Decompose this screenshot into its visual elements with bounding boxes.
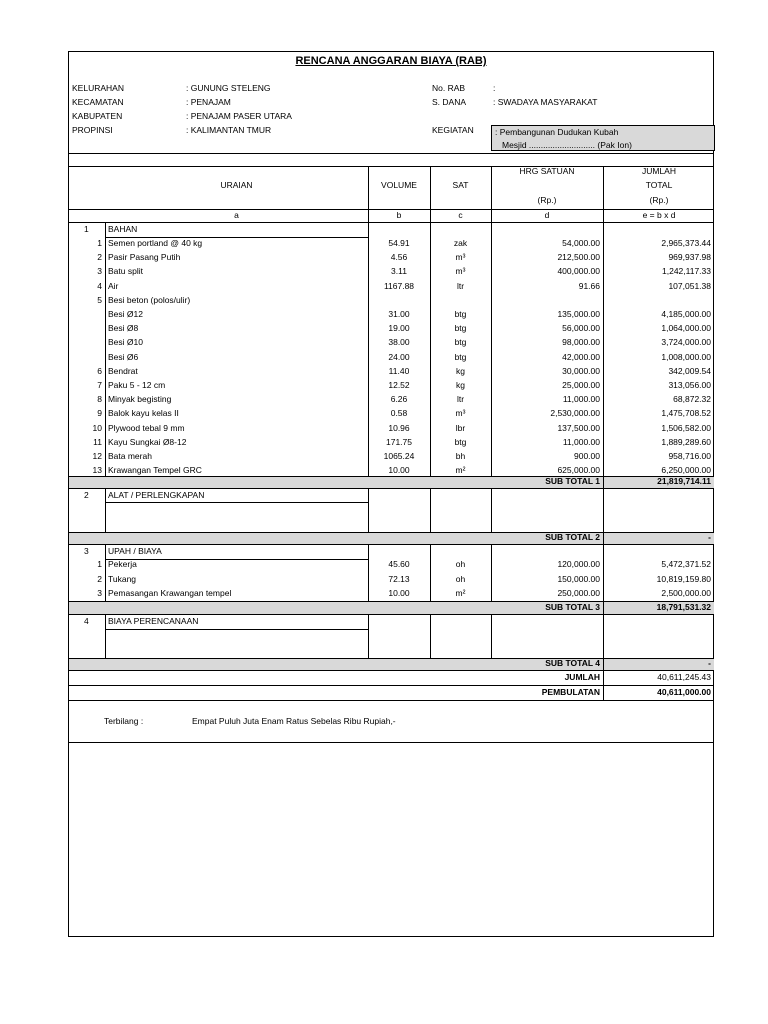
kegiatan-line-1: : Pembangunan Dudukan Kubah <box>495 127 619 137</box>
row-unit: btg <box>454 337 467 348</box>
row-unit: btg <box>454 351 467 362</box>
subtotal2-label: SUB TOTAL 2 <box>545 532 600 542</box>
row-total: 3,724,000.00 <box>661 337 711 348</box>
row-unit: oh <box>455 559 466 569</box>
rule <box>69 222 714 223</box>
row-unit-price: 900.00 <box>574 451 600 461</box>
row-volume: 38.00 <box>388 337 410 348</box>
row-unit: zak <box>453 238 468 248</box>
kegiatan-label: KEGIATAN <box>432 125 474 135</box>
row-volume: 6.26 <box>390 394 408 405</box>
row-number: 2 <box>97 573 102 584</box>
row-number: 5 <box>97 294 102 305</box>
row-unit: m³ <box>455 252 466 263</box>
row-total: 1,008,000.00 <box>661 351 711 362</box>
row-unit: m³ <box>455 266 466 277</box>
col-rule <box>491 614 492 658</box>
col-rule <box>491 488 492 532</box>
kelurahan-label: KELURAHAN <box>72 83 124 93</box>
rule <box>69 614 714 615</box>
row-unit: btg <box>454 436 467 447</box>
kegiatan-line-2: Mesjid ............................ (Pak Ion) <box>502 140 632 150</box>
row-unit-price: 11,000.00 <box>562 436 600 447</box>
row-description: Besi Ø6 <box>108 351 139 362</box>
section-upah-title: UPAH / BIAYA <box>108 546 162 556</box>
sdana-value: : SWADAYA MASYARAKAT <box>493 97 598 107</box>
col-letter-c: c <box>458 210 463 220</box>
row-volume: 19.00 <box>388 323 410 334</box>
col-rule <box>105 222 106 476</box>
col-rule <box>368 488 369 532</box>
col-rule <box>368 614 369 658</box>
subtotal1-value: 21,819,714.11 <box>657 476 711 486</box>
sdana-label: S. DANA <box>432 97 467 107</box>
kabupaten-label: KABUPATEN <box>72 111 123 121</box>
subtotal3-value: 18,791,531.32 <box>656 602 711 612</box>
section-biaya-title: BIAYA PERENCANAAN <box>108 616 199 626</box>
subtotal4-value: - <box>708 658 711 668</box>
row-unit-price: 137,500.00 <box>557 422 600 433</box>
row-unit: kg <box>456 380 465 390</box>
section-number: 2 <box>84 490 89 500</box>
row-total: 107,051.38 <box>668 280 711 291</box>
kelurahan-value: : GUNUNG STELENG <box>186 83 271 93</box>
rule <box>69 488 714 489</box>
subtotal3-label: SUB TOTAL 3 <box>545 602 600 612</box>
rule <box>105 559 368 560</box>
row-unit-price: 150,000.00 <box>557 573 600 584</box>
row-description: Air <box>108 280 119 291</box>
row-total: 10,819,159.80 <box>656 573 711 584</box>
section-bahan-title: BAHAN <box>108 224 138 234</box>
col-rule <box>105 488 106 532</box>
section-number: 3 <box>84 546 89 556</box>
row-description: Batu split <box>108 266 143 277</box>
row-unit: lbr <box>455 422 466 433</box>
rule <box>69 670 714 671</box>
row-number: 3 <box>97 266 102 277</box>
subtotal4-label: SUB TOTAL 4 <box>545 658 600 668</box>
document-title: RENCANA ANGGARAN BIAYA (RAB) <box>295 55 487 67</box>
row-number: 4 <box>97 280 102 291</box>
jumlah-label: JUMLAH <box>564 672 600 682</box>
row-unit-price: 42,000.00 <box>562 351 600 362</box>
row-description: Pasir Pasang Putih <box>108 252 181 263</box>
row-unit: btg <box>454 323 467 334</box>
row-volume: 12.52 <box>388 380 410 390</box>
row-description: Krawangan Tempel GRC <box>108 465 202 476</box>
col-letter-d: d <box>544 210 550 220</box>
row-description: Besi beton (polos/ulir) <box>108 294 191 305</box>
row-volume: 24.00 <box>388 351 410 362</box>
row-total: 313,056.00 <box>668 380 711 390</box>
header-total: TOTAL <box>645 180 673 190</box>
rule <box>69 544 714 545</box>
row-volume: 3.11 <box>391 266 407 277</box>
pembulatan-value: 40,611,000.00 <box>657 687 711 697</box>
kabupaten-value: : PENAJAM PASER UTARA <box>186 111 292 121</box>
row-description: Pemasangan Krawangan tempel <box>108 588 232 598</box>
row-number: 13 <box>92 465 102 476</box>
norab-label: No. RAB <box>432 83 466 93</box>
row-unit: bh <box>455 451 466 461</box>
row-number: 8 <box>97 394 102 405</box>
row-total: 1,242,117.33 <box>662 266 711 277</box>
row-description: Minyak begisting <box>108 394 172 405</box>
row-unit-price: 54,000.00 <box>562 238 600 248</box>
row-unit-price: 120,000.00 <box>557 559 600 569</box>
row-unit-price: 400,000.00 <box>557 266 600 277</box>
header-hrg-satuan: HRG SATUAN <box>519 166 575 176</box>
row-unit-price: 135,000.00 <box>557 309 600 319</box>
row-unit: oh <box>455 573 466 584</box>
section-number: 1 <box>84 224 89 234</box>
row-description: Tukang <box>108 573 137 584</box>
row-volume: 31.00 <box>388 309 410 319</box>
row-number: 10 <box>92 422 102 433</box>
row-number: 6 <box>97 365 102 376</box>
header-uraian: URAIAN <box>220 180 253 190</box>
row-number: 12 <box>92 451 102 461</box>
row-number: 1 <box>97 238 102 248</box>
row-description: Kayu Sungkai Ø8-12 <box>108 436 187 447</box>
header-sat: SAT <box>452 180 469 190</box>
section-alat-title: ALAT / PERLENGKAPAN <box>108 490 205 500</box>
jumlah-value: 40,611,245.43 <box>657 672 711 682</box>
row-volume: 10.00 <box>388 588 410 598</box>
col-rule <box>105 614 106 658</box>
row-unit-price: 98,000.00 <box>562 337 600 348</box>
row-unit-price: 30,000.00 <box>562 365 600 376</box>
row-volume: 10.00 <box>388 465 410 476</box>
row-number: 7 <box>97 380 102 390</box>
row-total: 2,965,373.44 <box>661 238 711 248</box>
terbilang-value: Empat Puluh Juta Enam Ratus Sebelas Ribu Rupiah,- <box>192 716 396 726</box>
row-description: Besi Ø10 <box>108 337 143 348</box>
row-volume: 1065.24 <box>383 451 415 461</box>
row-total: 2,500,000.00 <box>661 588 711 598</box>
row-volume: 11.40 <box>388 365 410 376</box>
row-number: 9 <box>97 408 102 419</box>
col-letter-a: a <box>234 210 239 220</box>
row-unit: ltr <box>456 280 465 291</box>
header-jumlah-rp: (Rp.) <box>649 195 669 205</box>
rab-sheet <box>68 51 714 937</box>
row-volume: 4.56 <box>390 252 408 263</box>
row-total: 68,872.32 <box>673 394 711 405</box>
col-rule <box>105 544 106 601</box>
row-unit: m² <box>455 465 466 476</box>
row-volume: 0.58 <box>390 408 408 419</box>
rule <box>69 685 714 686</box>
row-unit-price: 625,000.00 <box>557 465 600 476</box>
rule <box>105 502 368 503</box>
row-unit-price: 2,530,000.00 <box>550 408 600 419</box>
row-description: Besi Ø8 <box>108 323 139 334</box>
row-description: Plywood tebal 9 mm <box>108 422 185 433</box>
row-number: 1 <box>97 559 102 569</box>
rule <box>69 700 714 701</box>
row-description: Semen portland @ 40 kg <box>108 238 203 248</box>
col-rule <box>430 614 431 658</box>
row-description: Bata merah <box>108 451 152 461</box>
kegiatan-box <box>491 125 715 151</box>
row-total: 1,889,289.60 <box>661 436 711 447</box>
row-description: Besi Ø12 <box>108 309 143 319</box>
row-volume: 72.13 <box>388 573 410 584</box>
row-volume: 45.60 <box>388 559 410 569</box>
terbilang-label: Terbilang : <box>104 716 144 726</box>
row-description: Bendrat <box>108 365 138 376</box>
row-total: 1,064,000.00 <box>661 323 711 334</box>
header-hrg-rp: (Rp.) <box>537 195 557 205</box>
row-total: 5,472,371.52 <box>661 559 711 569</box>
row-unit: kg <box>456 365 465 376</box>
col-letter-b: b <box>396 210 402 220</box>
row-unit-price: 56,000.00 <box>562 323 600 334</box>
row-number: 2 <box>97 252 102 263</box>
row-volume: 10.96 <box>388 422 410 433</box>
rule <box>69 742 714 743</box>
row-unit: ltr <box>456 394 465 405</box>
row-unit: btg <box>454 309 467 319</box>
col-letter-e: e = b x d <box>642 210 676 220</box>
header-jumlah: JUMLAH <box>641 166 676 176</box>
rule <box>105 629 368 630</box>
row-unit: m³ <box>455 408 466 419</box>
row-description: Balok kayu kelas II <box>108 408 179 419</box>
row-total: 6,250,000.00 <box>661 465 711 476</box>
pembulatan-label: PEMBULATAN <box>541 687 600 697</box>
col-rule <box>430 488 431 532</box>
kecamatan-label: KECAMATAN <box>72 97 124 107</box>
row-volume: 54.91 <box>388 238 410 248</box>
row-volume: 1167.88 <box>383 280 415 291</box>
row-unit-price: 25,000.00 <box>562 380 600 390</box>
kecamatan-value: : PENAJAM <box>186 97 231 107</box>
subtotal2-value: - <box>708 532 711 542</box>
row-number: 11 <box>93 436 102 447</box>
row-unit-price: 212,500.00 <box>557 252 600 263</box>
norab-value: : <box>493 83 496 93</box>
rule <box>69 153 714 154</box>
subtotal1-label: SUB TOTAL 1 <box>545 476 600 486</box>
row-total: 1,506,582.00 <box>661 422 711 433</box>
propinsi-value: : KALIMANTAN TMUR <box>186 125 272 135</box>
row-total: 958,716.00 <box>668 451 711 461</box>
section-number: 4 <box>84 616 89 626</box>
row-unit-price: 91.66 <box>578 280 600 291</box>
row-total: 342,009.54 <box>668 365 711 376</box>
row-description: Pekerja <box>108 559 137 569</box>
header-volume: VOLUME <box>381 180 417 190</box>
row-description: Paku 5 - 12 cm <box>108 380 166 390</box>
row-total: 4,185,000.00 <box>661 309 711 319</box>
row-total: 969,937.98 <box>668 252 711 263</box>
row-number: 3 <box>97 588 102 598</box>
propinsi-label: PROPINSI <box>72 125 113 135</box>
row-total: 1,475,708.52 <box>661 408 711 419</box>
row-volume: 171.75 <box>386 436 412 447</box>
row-unit: m² <box>455 588 466 598</box>
row-unit-price: 250,000.00 <box>557 588 600 598</box>
row-unit-price: 11,000.00 <box>562 394 600 405</box>
